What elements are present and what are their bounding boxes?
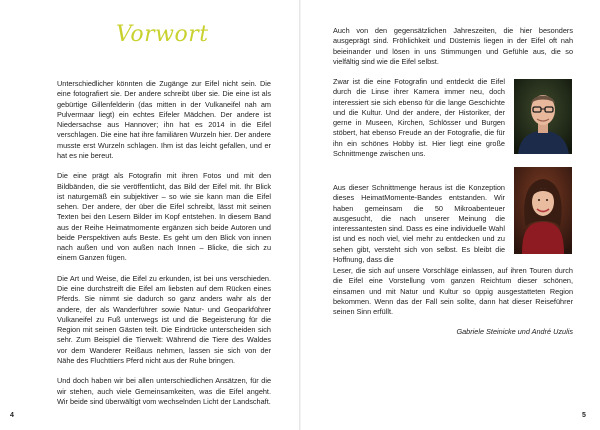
signature: Gabriele Steinicke und André Uzulis xyxy=(456,327,573,336)
author-photo-man xyxy=(514,79,572,154)
paragraph: Unterschiedlicher könnten die Zugänge zur Eifel nicht sein. Die eine fotografiert sie. Der andere schreibt über sie. Die eine ist als gebürtige Gillenfelderin (das mitten in der Vulkaneifel nah am Pulvermaar liegt) ein echtes Eifeler Mädchen. Der andere ist Niedersachse aus Hannover; ihn hat es 2014 in die Eifel verschlagen. Die eine hat ihre familiären Wurzeln hier. Der andere musste erst Wurzeln schlagen. Ihm ist das leicht gefallen, und er hat es nie bereut. xyxy=(57,79,271,160)
right-paragraph-top xyxy=(333,26,573,77)
portrait-man-icon xyxy=(514,79,572,154)
paragraph: Die Art und Weise, die Eifel zu erkunden, ist bei uns verschieden. Die eine durchstreift die Eifel am liebsten auf dem Rücken eines Pferds. Sie nimmt sie dadurch so ganz anders wahr als der andere, der als Wanderführer sowie Natur- und Geoparkführer Vulkaneifel zu Fuß unterwegs ist und die Begeisterung für die Region mit seinen Gästen teilt. Die Eindrücke unterscheiden sich sehr. Zum Beispiel die Tierwelt: Während die Tiere des Waldes vor dem Wanderer Reißaus nehmen, lassen sie sich von der Nähe des Fluchttiers Pferd nicht aus der Ruhe bringen. xyxy=(57,273,271,365)
right-paragraph-mid2 xyxy=(333,183,505,275)
right-paragraph-bottom xyxy=(333,266,573,328)
page-number-right: 5 xyxy=(582,412,586,419)
portrait-woman-icon xyxy=(514,167,572,254)
author-photo-woman xyxy=(514,167,572,254)
paragraph: Die eine prägt als Fotografin mit ihren Fotos und mit den Bildbänden, die sie veröffentlicht, das Bild der Eifel mit. Ihr Blick ist naturgemäß ein subjektiver – so wie sie kann man die Eifel sehen. Der andere, der über die Eifel schreibt, lässt mit seinen Texten bei den Lesern Bilder im Kopf entstehen. In diesem Band aus der Reihe Heimatmomente ergänzen sich beide Autoren und beide Perspektiven aufs Beste. Es geht um den Blick von innen nach außen und von außen nach Innen – Blicke, die sich zu einem Ganzen fügen. xyxy=(57,171,271,263)
paragraph: Und doch haben wir bei allen unterschiedlichen Ansätzen, für die wir stehen, auch viele Gemeinsamkeiten, was die Eifel angeht. Wir beide sind überwältigt vom wechselnden Licht der Landschaft. xyxy=(57,376,271,406)
paragraph: Zwar ist die eine Fotografin und entdeckt die Eifel durch die Linse ihrer Kamera immer neu, doch interessiert sie sich ebenso für die lange Geschichte und die Kultur. Und der andere, der Historiker, der gerne in Museen, Kirchen, Schlösser und Burgen stöbert, hat ebenso Freude an der Fotografie, die für ihn ein schönes Hobby ist. Hier liegt eine große Schnittmenge zwischen uns. xyxy=(333,77,505,158)
right-paragraph-mid xyxy=(333,77,505,169)
book-gutter xyxy=(299,0,301,430)
chapter-title: Vorwort xyxy=(116,22,209,47)
paragraph: Aus dieser Schnittmenge heraus ist die Konzeption dieses HeimatMomente-Bandes entstanden. Wir haben gemeinsam die 50 Mikroabenteuer ausgesucht, die nach unserer Meinung die interessantesten sind. Dass es eine individuelle Wahl ist und es noch viel, viel mehr zu entdecken und zu sehen gibt, versteht sich von selbst. Es bleibt die Hoffnung, dass die xyxy=(333,183,505,264)
paragraph: Leser, die sich auf unsere Vorschläge einlassen, auf ihren Touren durch die Eifel eine Vorstellung vom ganzen Reichtum dieser schönen, einsamen und mit Natur und Kultur so üppig ausgestatteten Region bekommen. Wenn das der Fall sein sollte, dann hat dieser Reiseführer seinen Sinn erfüllt. xyxy=(333,266,573,316)
left-text-column xyxy=(57,79,271,417)
paragraph: Auch von den gegensätzlichen Jahreszeiten, die hier besonders ausgeprägt sind. Fröhlichkeit und Düsternis liegen in der Eifel oft nah beieinander und lösen in uns Stimmungen und Gefühle aus, die so vielfältig sind wie die Eifel selbst. xyxy=(333,26,573,66)
page-number-left: 4 xyxy=(10,412,14,419)
